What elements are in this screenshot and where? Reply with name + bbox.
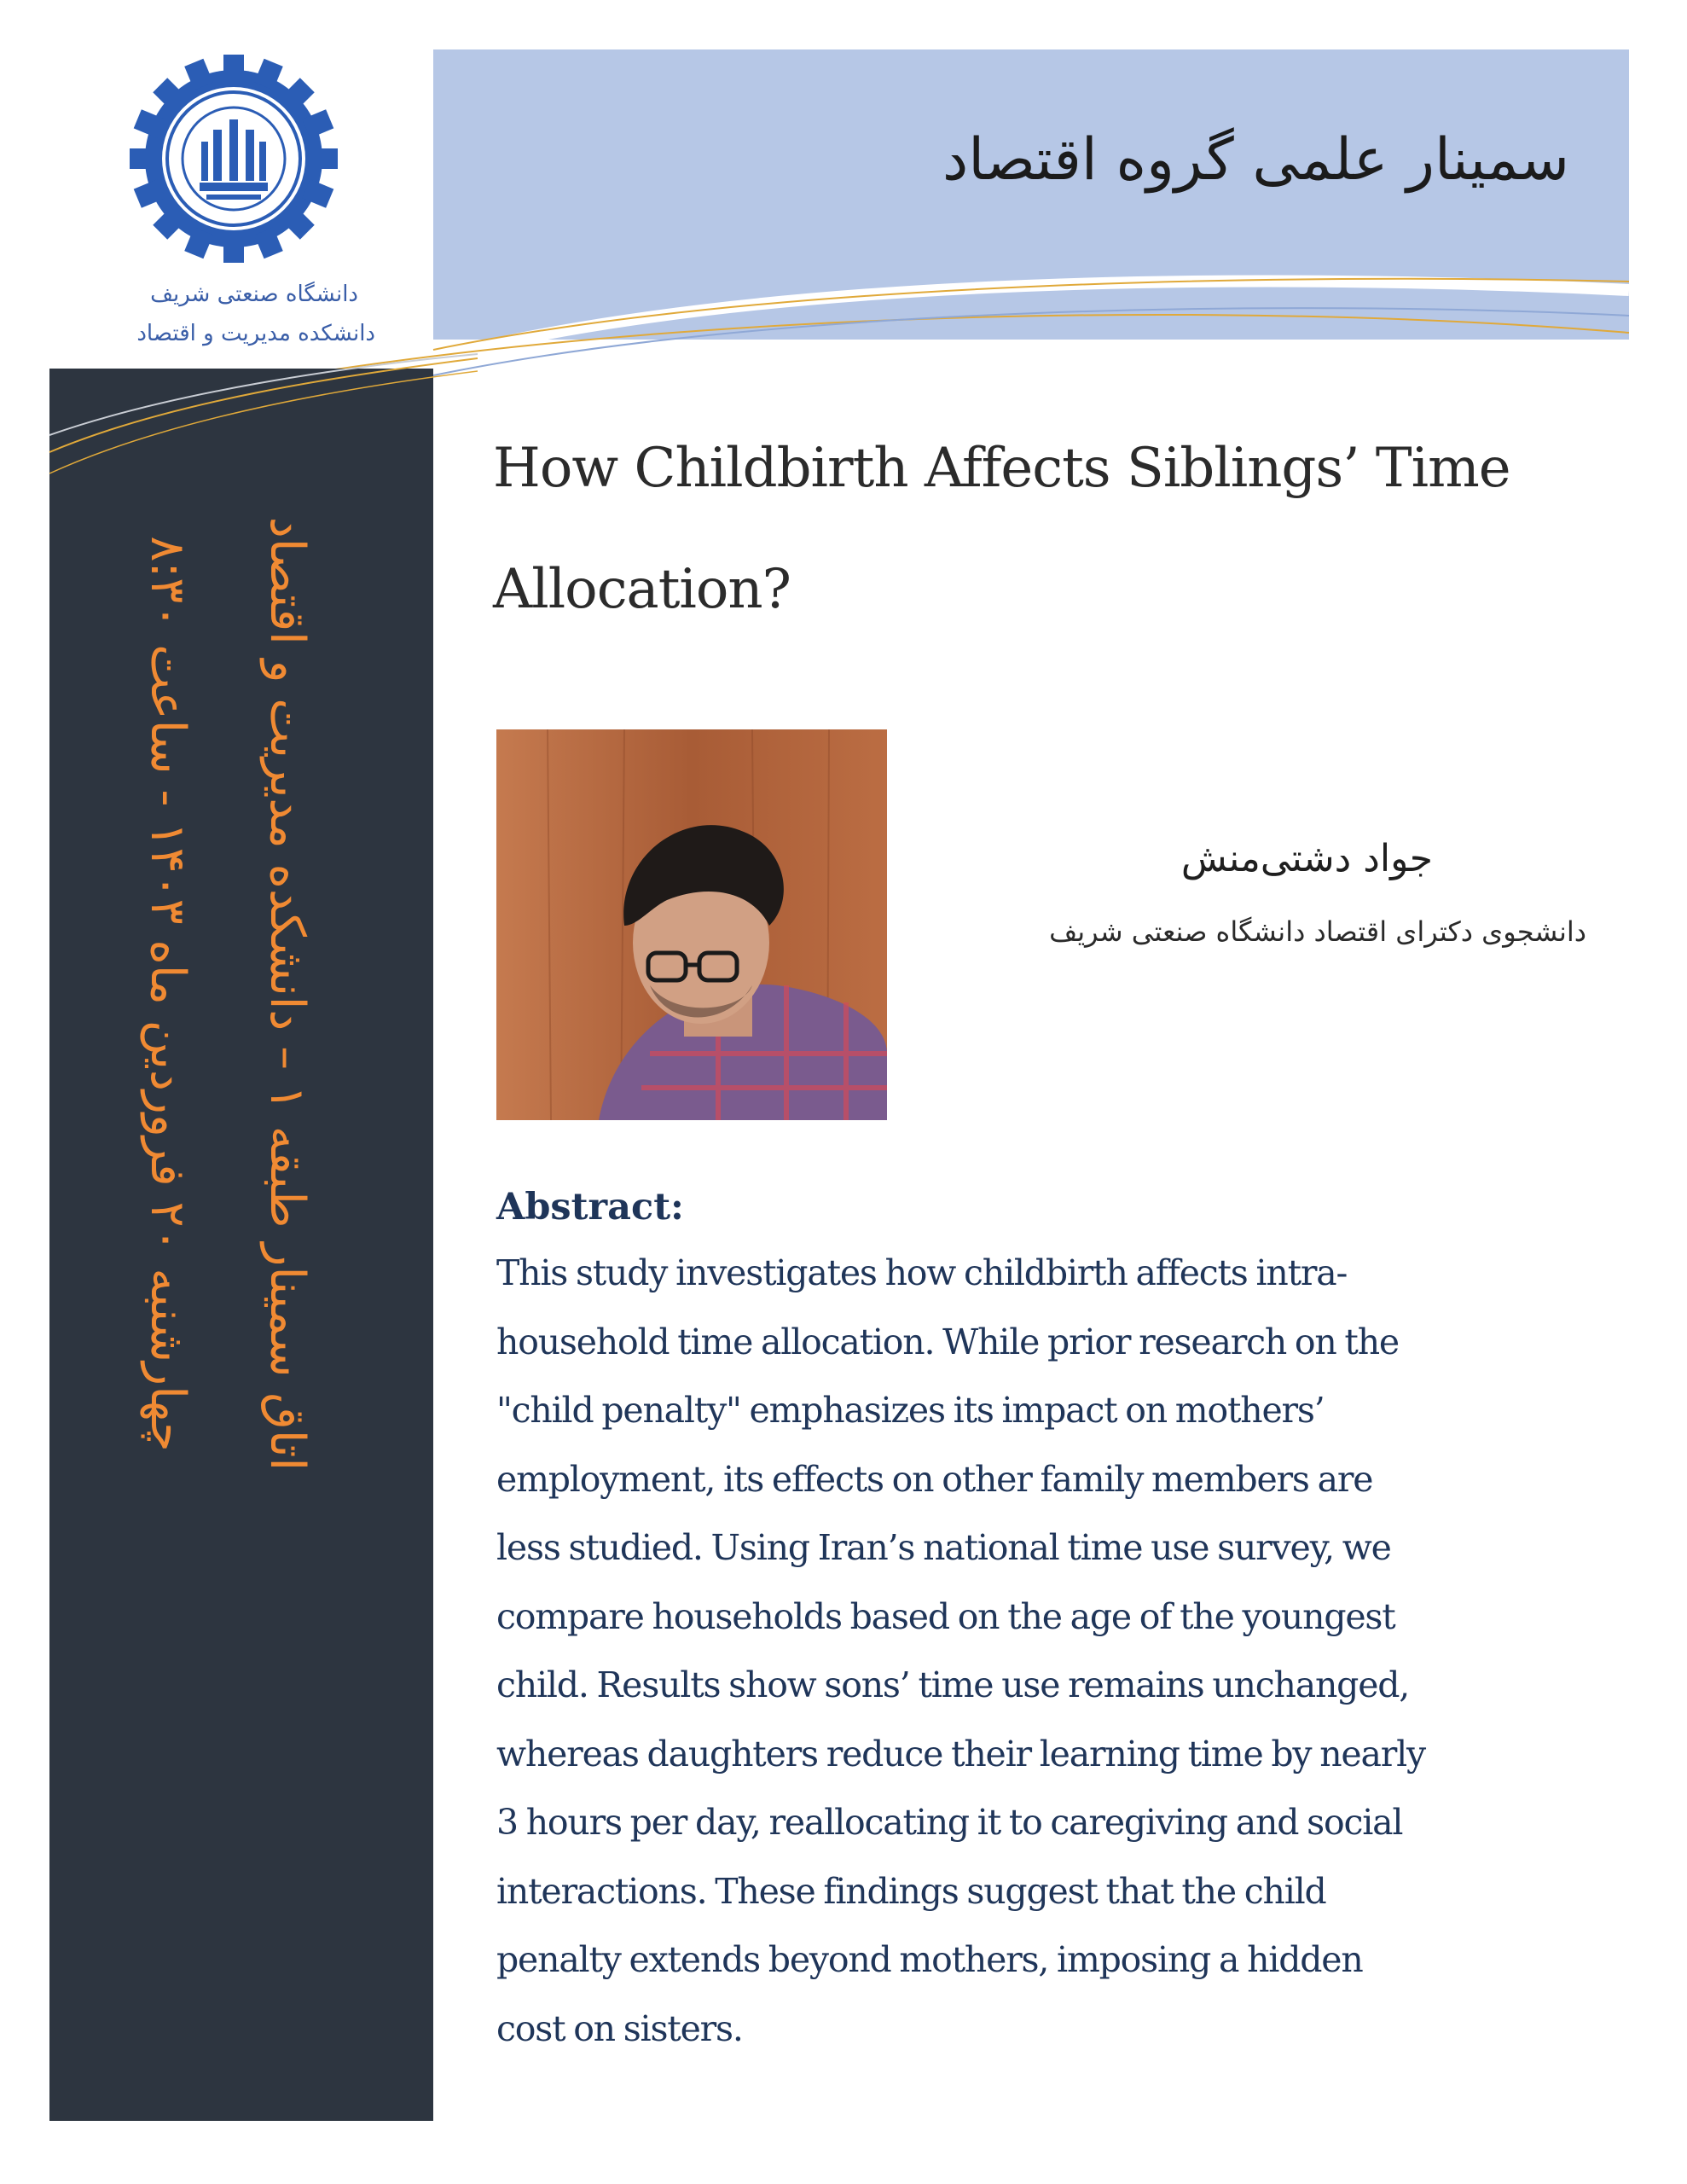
- talk-title-line-2: Allocation?: [493, 558, 791, 621]
- event-room: اتاق سمینار طبقه ۱ – دانشکده مدیریت و اقتصاد: [259, 516, 315, 1472]
- abstract-line: This study investigates how childbirth affects intra-: [496, 1252, 1348, 1293]
- abstract-line: 3 hours per day, reallocating it to caregiving and social: [496, 1802, 1403, 1843]
- abstract-line: employment, its effects on other family members are: [496, 1458, 1373, 1500]
- speaker-photo: [496, 729, 887, 1120]
- abstract-line: penalty extends beyond mothers, imposing a hidden: [496, 1939, 1363, 1980]
- abstract-line: less studied. Using Iran’s national time use survey, we: [496, 1527, 1391, 1568]
- event-date-time: چهارشنبه ۲۰ فروردین ماه ۱۴۰۳ - ساعت ۸:۳۰: [140, 536, 195, 1452]
- abstract-line: interactions. These findings suggest that the child: [496, 1870, 1326, 1912]
- faculty-name: دانشکده مدیریت و اقتصاد: [136, 321, 375, 346]
- abstract-line: whereas daughters reduce their learning time by nearly: [496, 1733, 1425, 1774]
- abstract-line: "child penalty" emphasizes its impact on mothers’: [496, 1390, 1325, 1431]
- abstract-line: child. Results show sons’ time use remains unchanged,: [496, 1664, 1410, 1705]
- abstract-line: compare households based on the age of the youngest: [496, 1595, 1395, 1637]
- speaker-affiliation: دانشجوی دکترای اقتصاد دانشگاه صنعتی شریف: [1049, 915, 1586, 948]
- abstract-line: household time allocation. While prior research on the: [496, 1321, 1399, 1362]
- talk-title-line-1: How Childbirth Affects Siblings’ Time: [493, 437, 1510, 500]
- university-logo-icon: [128, 53, 339, 264]
- seminar-title: سمینار علمی گروه اقتصاد: [942, 126, 1569, 194]
- university-name: دانشگاه صنعتی شریف: [150, 282, 358, 307]
- sidebar-line-decoration: [0, 307, 478, 495]
- talk-title: [493, 408, 1627, 638]
- abstract-heading: Abstract:: [496, 1186, 684, 1228]
- speaker-name: جواد دشتی‌منش: [1180, 837, 1433, 880]
- abstract-body: [496, 1239, 1639, 2066]
- info-sidebar: [49, 369, 433, 2121]
- abstract-line: cost on sisters.: [496, 2007, 743, 2049]
